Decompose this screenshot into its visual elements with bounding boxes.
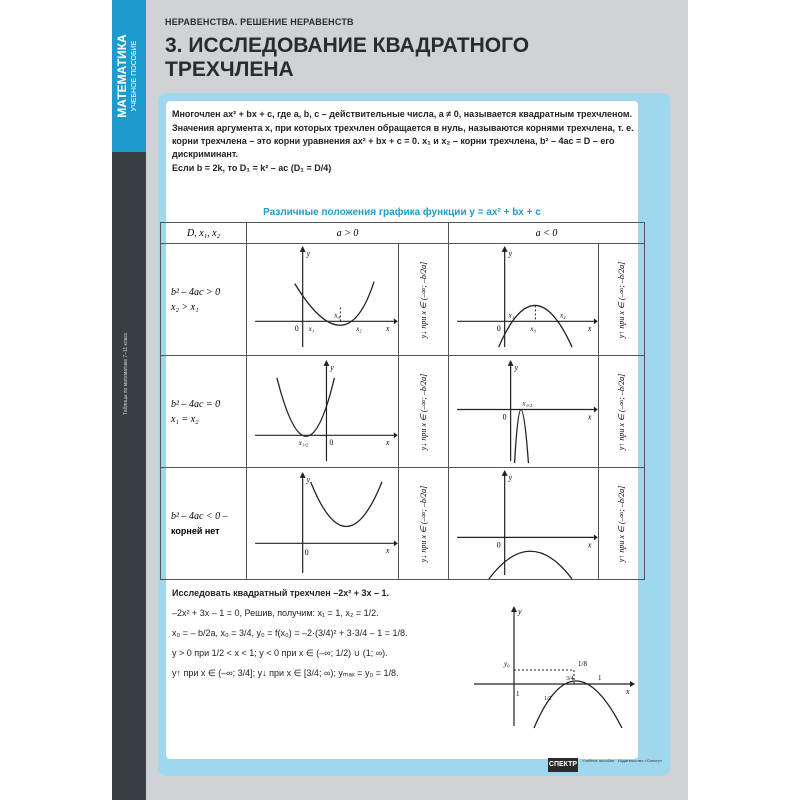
monotonicity-cell: y↓ при x ∈ (–∞; –b/2a] — [399, 356, 449, 468]
svg-text:x: x — [587, 324, 592, 334]
roots-paragraph: Значения аргумента x, при которых трехчлен обращается в нуль, называются корнями трехчлена, т. е. корни трехчлена – это корни уравнения ax² + bx + c = 0. x₁ и x₂ – корни трехчлена, b² – 4ac = D – его дискриминант. — [172, 123, 634, 159]
svg-text:0: 0 — [502, 412, 507, 422]
graph-cell — [449, 244, 599, 356]
svg-text:y: y — [508, 248, 513, 258]
example-parabola-graph — [470, 600, 638, 730]
page-title: 3. ИССЛЕДОВАНИЕ КВАДРАТНОГО ТРЕХЧЛЕНА — [165, 34, 530, 81]
condition-cell: b² – 4ac = 0 x₁ = x₂ — [161, 356, 247, 468]
publisher-info: Учебное пособие · Издательство «Спектр» — [582, 758, 663, 763]
svg-text:y: y — [330, 362, 334, 372]
header-cell-a-neg: a < 0 — [449, 223, 645, 244]
table-title: Различные положения графика функции y = ax² + bx + c — [263, 207, 541, 218]
svg-text:0: 0 — [329, 438, 334, 448]
svg-text:y: y — [514, 362, 519, 372]
condition-cell: b² – 4ac > 0 x₂ > x₁ — [161, 244, 247, 356]
svg-text:y₀: y₀ — [504, 660, 510, 668]
graph-cell — [449, 356, 599, 468]
example-monotonicity: y↑ при x ∈ (–∞; 3/4]; y↓ при x ∈ [3/4; ∞); yₘₐₓ = y₀ = 1/8. — [172, 668, 399, 678]
parabola-graph-down-two-roots — [449, 244, 598, 355]
svg-text:y: y — [306, 474, 311, 484]
svg-text:x₂: x₂ — [560, 312, 566, 320]
subject-tab — [112, 0, 146, 152]
svg-text:x: x — [587, 412, 592, 422]
svg-text:x₁,₂: x₁,₂ — [522, 400, 533, 408]
monotonicity-cell: y↑ при x ∈ (–∞; –b/2a] — [599, 468, 645, 580]
cases-table — [160, 222, 645, 580]
svg-text:x: x — [626, 687, 630, 696]
svg-text:1/2: 1/2 — [544, 696, 552, 702]
example-vertex: x₀ = – b/2a, x₀ = 3/4, y₀ = f(x₀) = –2·(3/4)² + 3·3/4 – 1 = 1/8. — [172, 628, 408, 638]
header-cell-d: D, x₁, x₂ — [161, 223, 247, 244]
condition-cell: b² – 4ac < 0 – корней нет — [161, 468, 247, 580]
svg-text:x₂: x₂ — [356, 326, 362, 334]
svg-text:y: y — [518, 607, 522, 616]
logo-mark: СПЕКТР — [548, 758, 578, 772]
graph-cell — [247, 468, 399, 580]
svg-text:x₁,₂: x₁,₂ — [298, 440, 309, 448]
svg-text:x: x — [587, 540, 592, 550]
section-heading: НЕРАВЕНСТВА. РЕШЕНИЕ НЕРАВЕНСТВ — [165, 17, 354, 27]
svg-text:y: y — [508, 472, 513, 482]
example-roots: –2x² + 3x – 1 = 0, Решив, получим: x₁ = 1, x₂ = 1/2. — [172, 608, 379, 618]
example-solution — [172, 583, 472, 683]
svg-text:1: 1 — [598, 674, 602, 682]
svg-text:0: 0 — [496, 324, 501, 334]
svg-text:0: 0 — [496, 540, 501, 550]
graph-cell — [449, 468, 599, 580]
svg-text:1/8: 1/8 — [578, 660, 587, 668]
parabola-graph-down-one-root — [449, 356, 598, 467]
parabola-graph-up-no-roots — [247, 468, 398, 579]
svg-text:y: y — [306, 248, 311, 258]
svg-text:x: x — [385, 438, 390, 448]
monotonicity-cell: y↓ при x ∈ (–∞; –b/2a] — [399, 244, 449, 356]
parabola-graph-up-one-root — [247, 356, 398, 467]
monotonicity-cell: y↑ при x ∈ (–∞; –b/2a] — [599, 356, 645, 468]
intro-text — [172, 108, 634, 176]
svg-text:1: 1 — [516, 690, 520, 698]
svg-text:x: x — [385, 546, 390, 556]
svg-text:x₀: x₀ — [530, 326, 536, 334]
example-sign: y > 0 при 1/2 < x < 1; y < 0 при x ∈ (–∞; 1/2) ∪ (1; ∞). — [172, 648, 388, 658]
monotonicity-cell: y↓ при x ∈ (–∞; –b/2a] — [399, 468, 449, 580]
monotonicity-cell: y↑ при x ∈ (–∞; –b/2a] — [599, 244, 645, 356]
publisher-logo — [548, 758, 668, 778]
svg-text:0: 0 — [294, 324, 299, 334]
svg-text:x: x — [385, 324, 390, 334]
parabola-graph-up-two-roots — [247, 244, 398, 355]
example-task: Исследовать квадратный трехчлен –2x² + 3x – 1. — [172, 588, 389, 598]
svg-text:3/4: 3/4 — [566, 676, 574, 682]
parabola-graph-down-no-roots — [449, 468, 598, 579]
discriminant-paragraph: Если b = 2k, то D₁ = k² – ac (D₁ = D/4) — [172, 163, 332, 173]
svg-text:x₀: x₀ — [334, 312, 340, 320]
svg-text:0: 0 — [304, 548, 309, 558]
subject-label: МАТЕМАТИКА УЧЕБНОЕ ПОСОБИЕ — [115, 34, 138, 118]
definition-paragraph: Многочлен ax² + bx + c, где a, b, c – действительные числа, a ≠ 0, называется квадратным трехчленом. — [172, 109, 632, 119]
spine-text: Таблицы по математике 7–11 класс — [123, 332, 129, 415]
graph-cell — [247, 356, 399, 468]
graph-cell — [247, 244, 399, 356]
svg-text:x₁: x₁ — [508, 312, 515, 320]
header-cell-a-pos: a > 0 — [247, 223, 449, 244]
svg-text:x₁: x₁ — [308, 326, 315, 334]
